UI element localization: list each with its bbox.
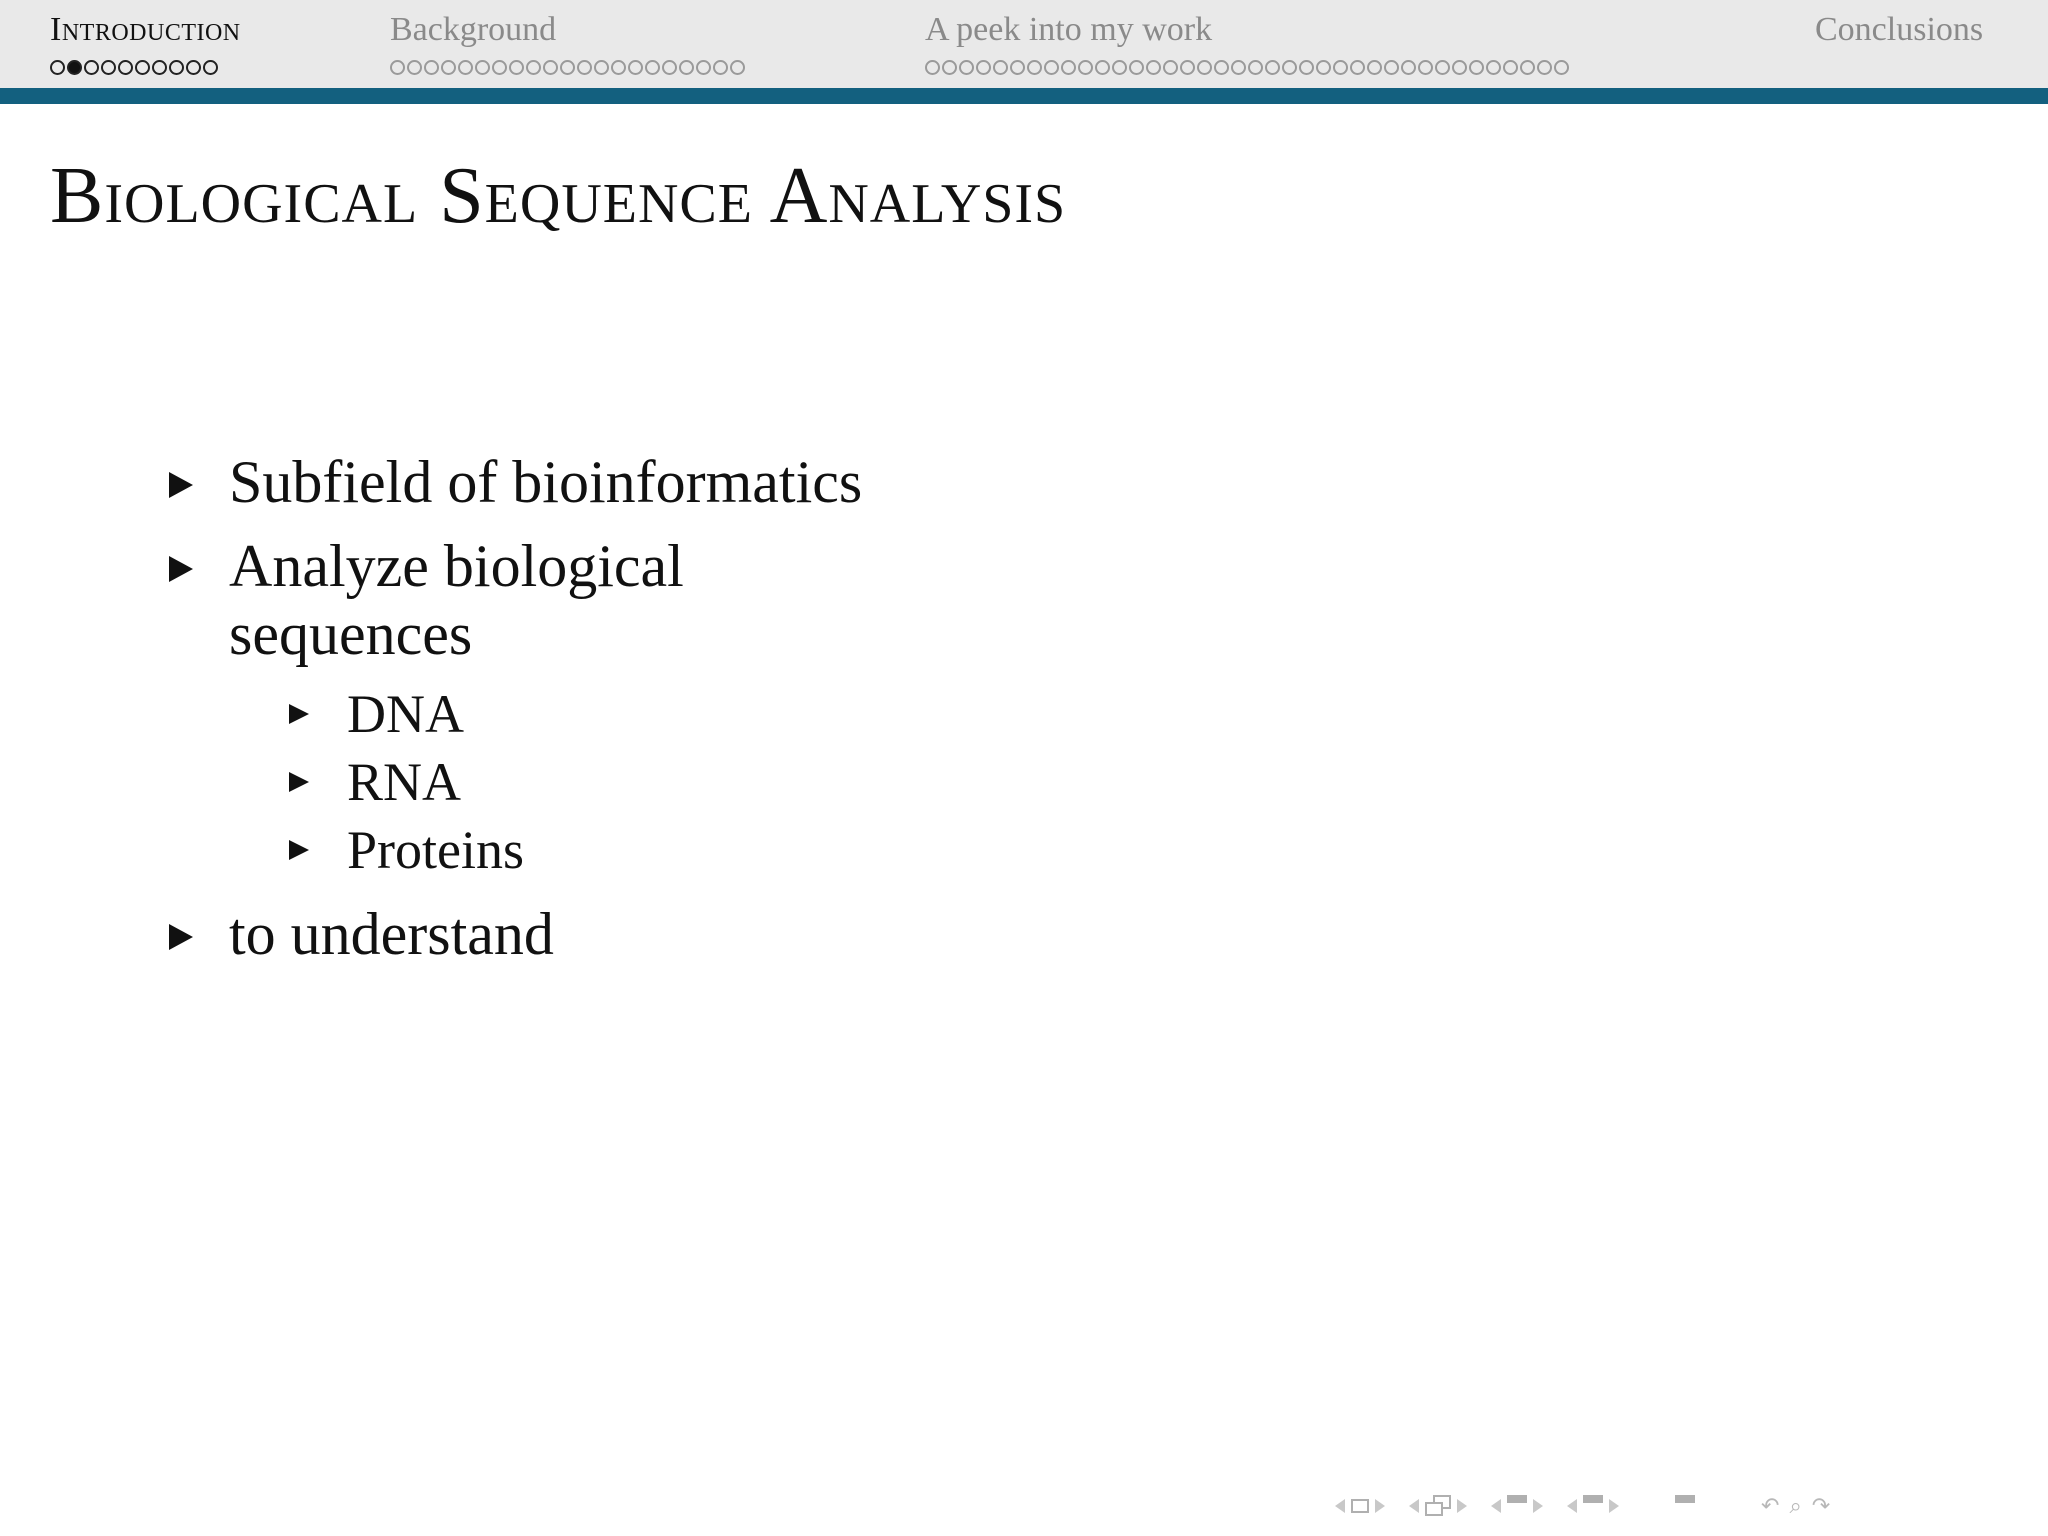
search-icon[interactable]: ⌕ <box>1789 1493 1802 1519</box>
nav-section-label[interactable]: Introduction <box>50 11 241 48</box>
sub-bullet-item <box>289 748 789 816</box>
frame-dot[interactable] <box>1214 60 1229 75</box>
document-nav-icon[interactable] <box>1675 1495 1695 1517</box>
sub-bullet-triangle-icon <box>289 772 309 792</box>
slide-content <box>165 448 965 984</box>
frame-dot[interactable] <box>628 60 643 75</box>
frame-dot[interactable] <box>976 60 991 75</box>
bullet-triangle-icon <box>169 472 193 498</box>
nav-section-peek-into-my-work[interactable] <box>925 8 1569 88</box>
frame-dot[interactable] <box>1282 60 1297 75</box>
frame-dot[interactable] <box>1299 60 1314 75</box>
frame-dot[interactable] <box>1486 60 1501 75</box>
frame-dot[interactable] <box>50 60 65 75</box>
nav-section-label[interactable]: Conclusions <box>1815 11 1984 48</box>
frame-dot[interactable] <box>1095 60 1110 75</box>
bullet-item <box>165 900 965 968</box>
frame-dot[interactable] <box>645 60 660 75</box>
frame-dot[interactable] <box>560 60 575 75</box>
frame-dot[interactable] <box>1503 60 1518 75</box>
bullet-text: Analyze biological sequences <box>229 533 684 667</box>
frame-dot[interactable] <box>1163 60 1178 75</box>
frame-dot[interactable] <box>135 60 150 75</box>
frame-dot[interactable] <box>84 60 99 75</box>
frame-dot[interactable] <box>925 60 940 75</box>
nav-section-background[interactable] <box>390 8 745 88</box>
frame-dot[interactable] <box>492 60 507 75</box>
frame-dot[interactable] <box>169 60 184 75</box>
frame-dot[interactable] <box>1061 60 1076 75</box>
frame-dot[interactable] <box>118 60 133 75</box>
frame-dot[interactable] <box>424 60 439 75</box>
frame-dot[interactable] <box>526 60 541 75</box>
frame-dot[interactable] <box>1401 60 1416 75</box>
nav-section-label[interactable]: Background <box>390 11 557 48</box>
frame-dot[interactable] <box>1350 60 1365 75</box>
frame-dot[interactable] <box>152 60 167 75</box>
frame-dot[interactable] <box>1180 60 1195 75</box>
nav-section-introduction[interactable] <box>50 8 241 88</box>
header-divider <box>0 88 2048 104</box>
frame-dot[interactable] <box>713 60 728 75</box>
frame-dot[interactable] <box>1248 60 1263 75</box>
bullet-text: Subfield of bioinformatics <box>229 449 863 515</box>
frame-dot[interactable] <box>1129 60 1144 75</box>
sub-bullet-item <box>289 680 789 748</box>
frame-dot[interactable] <box>1452 60 1467 75</box>
nav-section-label[interactable]: A peek into my work <box>925 11 1213 48</box>
bullet-list <box>165 448 965 968</box>
frame-dot[interactable] <box>441 60 456 75</box>
frame-dot[interactable] <box>696 60 711 75</box>
sub-bullet-list <box>289 680 789 884</box>
back-icon[interactable]: ↶ <box>1761 1493 1780 1519</box>
frame-dot[interactable] <box>475 60 490 75</box>
slide-nav-icon[interactable] <box>1335 1499 1385 1513</box>
frame-dot[interactable] <box>407 60 422 75</box>
frame-dot[interactable] <box>1265 60 1280 75</box>
nav-dots <box>925 56 1569 78</box>
frame-dot[interactable] <box>1231 60 1246 75</box>
sub-bullet-text: Proteins <box>347 820 525 880</box>
frame-dot[interactable] <box>1010 60 1025 75</box>
beamer-navigation-controls <box>1335 1488 1830 1524</box>
frame-dot[interactable] <box>679 60 694 75</box>
frame-dot[interactable] <box>1367 60 1382 75</box>
frame-dot[interactable] <box>1078 60 1093 75</box>
sub-bullet-triangle-icon <box>289 704 309 724</box>
frame-dot[interactable] <box>67 60 82 75</box>
nav-section-conclusions[interactable] <box>1815 8 1983 88</box>
frame-dot[interactable] <box>186 60 201 75</box>
bullet-text: to understand <box>229 901 554 967</box>
frame-dot[interactable] <box>611 60 626 75</box>
frame-dot[interactable] <box>458 60 473 75</box>
frame-dot[interactable] <box>959 60 974 75</box>
frame-dot[interactable] <box>1520 60 1535 75</box>
frame-nav-icon[interactable] <box>1409 1495 1467 1517</box>
frame-dot[interactable] <box>577 60 592 75</box>
frame-dot[interactable] <box>1044 60 1059 75</box>
frame-dot[interactable] <box>390 60 405 75</box>
nav-dots <box>390 56 745 78</box>
frame-dot[interactable] <box>543 60 558 75</box>
frame-dot[interactable] <box>101 60 116 75</box>
frame-dot[interactable] <box>942 60 957 75</box>
frame-dot[interactable] <box>203 60 218 75</box>
sub-bullet-text: RNA <box>347 752 462 812</box>
frame-dot[interactable] <box>1554 60 1569 75</box>
frame-dot[interactable] <box>662 60 677 75</box>
frame-dot[interactable] <box>1333 60 1348 75</box>
frame-dot[interactable] <box>1537 60 1552 75</box>
frame-dot[interactable] <box>1197 60 1212 75</box>
forward-icon[interactable]: ↷ <box>1811 1493 1831 1519</box>
navigation-bar <box>0 0 2048 88</box>
frame-dot[interactable] <box>1418 60 1433 75</box>
bullet-triangle-icon <box>169 924 193 950</box>
bullet-item <box>165 532 789 884</box>
bullet-triangle-icon <box>169 556 193 582</box>
frame-dot[interactable] <box>1435 60 1450 75</box>
sub-bullet-triangle-icon <box>289 840 309 860</box>
frame-dot[interactable] <box>730 60 745 75</box>
slide-title: Biological Sequence Analysis <box>50 152 1067 240</box>
subsection-nav-icon[interactable] <box>1491 1495 1543 1517</box>
sub-bullet-item <box>289 816 789 884</box>
frame-dot[interactable] <box>1146 60 1161 75</box>
section-nav-icon[interactable] <box>1567 1495 1619 1517</box>
nav-dots <box>50 56 241 78</box>
frame-dot[interactable] <box>1384 60 1399 75</box>
frame-dot[interactable] <box>594 60 609 75</box>
bullet-item <box>165 448 965 516</box>
frame-dot[interactable] <box>509 60 524 75</box>
frame-dot[interactable] <box>1469 60 1484 75</box>
frame-dot[interactable] <box>1316 60 1331 75</box>
sub-bullet-text: DNA <box>347 684 464 744</box>
frame-dot[interactable] <box>993 60 1008 75</box>
frame-dot[interactable] <box>1027 60 1042 75</box>
frame-dot[interactable] <box>1112 60 1127 75</box>
